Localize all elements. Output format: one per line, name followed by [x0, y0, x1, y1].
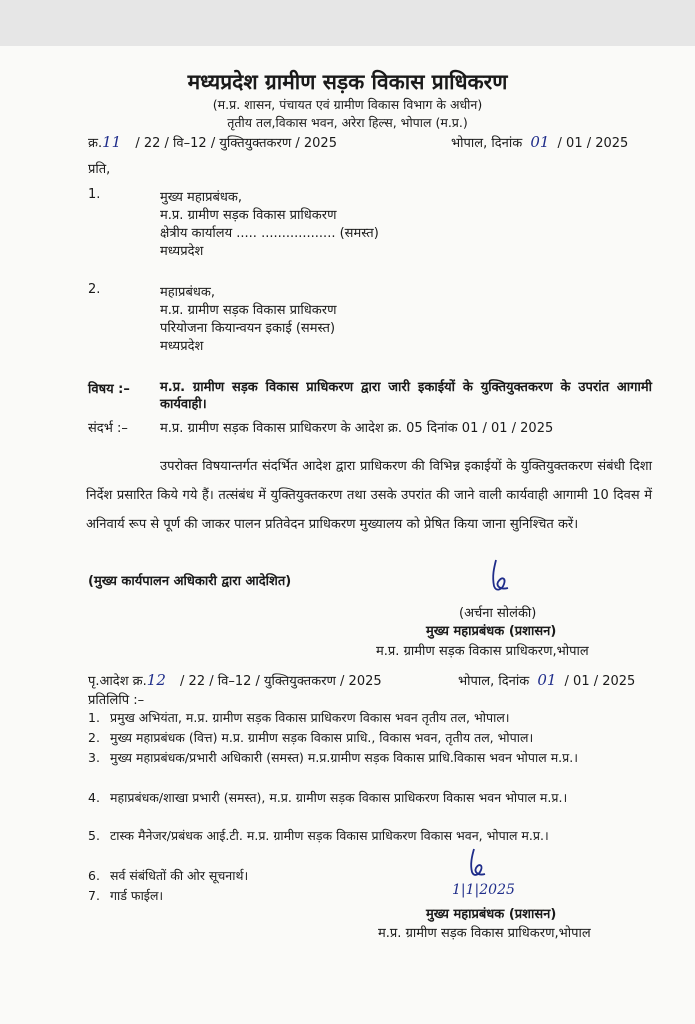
- recipient-2-line: महाप्रबंधक,: [160, 285, 215, 300]
- reference-text: म.प्र. ग्रामीण सड़क विकास प्राधिकरण के आदेश क्र. 05 दिनांक 01 / 01 / 2025: [160, 421, 554, 436]
- endorsement-number: पृ.आदेश क्र.12 / 22 / वि–12 / युक्तियुक्तकरण / 2025: [88, 671, 382, 689]
- cc-item: 3. मुख्य महाप्रबंधक/प्रभारी अधिकारी (समस्त) म.प्र.ग्रामीण सड़क विकास प्राधि.विकास भवन भोपाल म.प्र.।: [88, 750, 578, 765]
- recipient-2-line: परियोजना कियान्वयन इकाई (समस्त): [160, 321, 336, 336]
- cc-item: 5. टास्क मैनेजर/प्रबंधक आई.टी. म.प्र. ग्रामीण सड़क विकास प्राधिकरण विकास भवन, भोपाल म.प्र.।: [88, 828, 549, 843]
- letterhead-subtitle: (म.प्र. शासन, पंचायत एवं ग्रामीण विकास विभाग के अधीन): [212, 97, 483, 112]
- cc-item: 1. प्रमुख अभियंता, म.प्र. ग्रामीण सड़क विकास प्राधिकरण विकास भवन तृतीय तल, भोपाल।: [88, 710, 510, 725]
- recipient-2-line: म.प्र. ग्रामीण सड़क विकास प्राधिकरण: [160, 303, 337, 318]
- order-date: भोपाल, दिनांक 01 / 01 / 2025: [451, 133, 629, 151]
- viewer-top-bar: [0, 0, 695, 46]
- recipient-2-line: मध्यप्रदेश: [160, 339, 204, 354]
- signatory-1-designation: मुख्य महाप्रबंधक (प्रशासन): [426, 624, 557, 639]
- ordered-by-line: (मुख्य कार्यपालन अधिकारी द्वारा आदेशित): [88, 574, 292, 589]
- signatory-2-org: म.प्र. ग्रामीण सड़क विकास प्राधिकरण,भोपाल: [378, 926, 591, 941]
- letterhead-title: मध्यप्रदेश ग्रामीण सड़क विकास प्राधिकरण: [187, 70, 508, 94]
- cc-item: 7. गार्ड फाईल।: [88, 888, 164, 903]
- recipient-2-number: 2.: [88, 282, 101, 297]
- cc-item: 6. सर्व संबंधितों की ओर सूचनार्थ।: [88, 868, 249, 883]
- subject-label: विषय :–: [88, 382, 130, 397]
- cc-item: 4. महाप्रबंधक/शाखा प्रभारी (समस्त), म.प्र. ग्रामीण सड़क विकास प्राधिकरण विकास भवन भोपाल म.प्र.।: [88, 790, 568, 805]
- reference-label: संदर्भ :–: [88, 421, 128, 436]
- handwritten-day-2: 01: [537, 671, 557, 689]
- recipient-1-line: क्षेत्रीय कार्यालय ..... .................. (समस्त): [160, 226, 379, 241]
- recipient-1-line: म.प्र. ग्रामीण सड़क विकास प्राधिकरण: [160, 208, 337, 223]
- handwritten-endorsement-number: 12: [146, 671, 166, 689]
- recipient-1-line: मध्यप्रदेश: [160, 244, 204, 259]
- handwritten-sign-date: 1|1|2025: [452, 882, 515, 898]
- cc-item: 2. मुख्य महाप्रबंधक (वित्त) म.प्र. ग्रामीण सड़क विकास प्राधि., विकास भवन, तृतीय तल, भोपाल।: [88, 730, 534, 745]
- subject-text: म.प्र. ग्रामीण सड़क विकास प्राधिकरण द्वारा जारी इकाईयों के युक्तियुक्तकरण के उपरांत आगामी कार्यवाही।: [160, 380, 652, 412]
- handwritten-order-number: 11: [102, 133, 122, 151]
- letterhead-address: तृतीय तल,विकास भवन, अरेरा हिल्स, भोपाल (म.प्र.): [227, 115, 468, 130]
- signature-1: [482, 556, 522, 598]
- signatory-1-org: म.प्र. ग्रामीण सड़क विकास प्राधिकरण,भोपाल: [376, 644, 589, 659]
- to-label: प्रति,: [88, 162, 111, 177]
- signatory-2-designation: मुख्य महाप्रबंधक (प्रशासन): [426, 907, 557, 922]
- order-number: क्र.11 / 22 / वि–12 / युक्तियुक्तकरण / 2025: [88, 133, 337, 151]
- signature-2: [462, 846, 496, 882]
- endorsement-date: भोपाल, दिनांक 01 / 01 / 2025: [458, 671, 636, 689]
- recipient-1-number: 1.: [88, 187, 101, 202]
- handwritten-day: 01: [530, 133, 550, 151]
- cc-label: प्रतिलिपि :–: [88, 693, 145, 708]
- recipient-1-line: मुख्य महाप्रबंधक,: [160, 190, 243, 205]
- signatory-1-name: (अर्चना सोलंकी): [459, 606, 537, 621]
- body-paragraph: उपरोक्त विषयान्तर्गत संदर्भित आदेश द्वारा प्राधिकरण की विभिन्न इकाईयों के युक्तियुक्तकरण संबंधी दिशा निर्देश प्रसारित किये गये हैं। तत्संबंध में युक्तियुक्तकरण तथा उसके उपरांत की जाने वाली कार्यवाही आगामी 10 दिवस में अनिवार्य रूप से पूर्ण की जाकर पालन प्रतिवेदन प्राधिकरण मुख्यालय को प्रेषित किया जाना सुनिश्चित करें।: [86, 459, 652, 532]
